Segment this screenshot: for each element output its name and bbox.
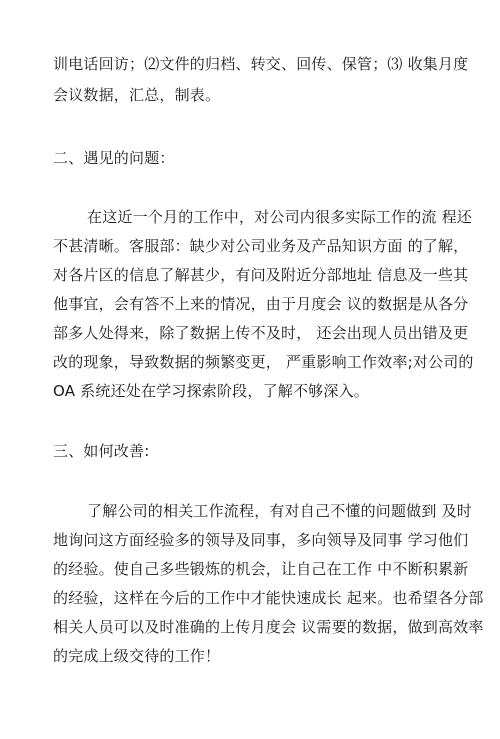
section-3-heading: 三、如何改善: [53,442,150,460]
section-3-line-2: 地询问这方面经验多的领导及同事，多向领导及同事 学习他们 [53,531,469,549]
intro-line-1: 训电话回访；⑵文件的归档、转交、回传、保管；⑶ 收集月度 [53,55,469,73]
intro-line-2: 会议数据，汇总，制表。 [53,86,221,104]
section-2-line-1: 在这近一个月的工作中，对公司内很多实际工作的流 程还 [87,208,472,226]
section-2-line-7: OA 系统还处在学习探索阶段，了解不够深入。 [53,382,369,400]
section-2-line-5: 部多人处得来，除了数据上传不及时， 还会出现人员出错及更 [53,324,469,342]
section-2-line-4: 他事宜，会有答不上来的情况，由于月度会 议的数据是从各分 [53,295,469,313]
section-3-line-3: 的经验。使自己多些锻炼的机会，让自己在工作 中不断积累新 [53,560,469,578]
section-3-line-1: 了解公司的相关工作流程，有对自己不懂的问题做到 及时 [87,502,472,520]
section-3-line-4: 的经验，这样在今后的工作中才能快速成长 起来。也希望各分部 [53,589,484,607]
section-2-heading: 二、遇见的问题： [53,149,175,167]
section-2-line-6: 改的现象，导致数据的频繁变更， 严重影响工作效率;对公司的 [53,353,474,371]
section-3-line-6: 的完成上级交待的工作！ [53,647,221,665]
section-2-line-2: 不甚清晰。客服部：缺少对公司业务及产品知识方面 的了解， [53,237,469,255]
section-2-line-3: 对各片区的信息了解甚少，有问及附近分部地址 信息及一些其 [53,266,469,284]
section-3-line-5: 相关人员可以及时准确的上传月度会 议需要的数据，做到高效率 [53,618,484,636]
